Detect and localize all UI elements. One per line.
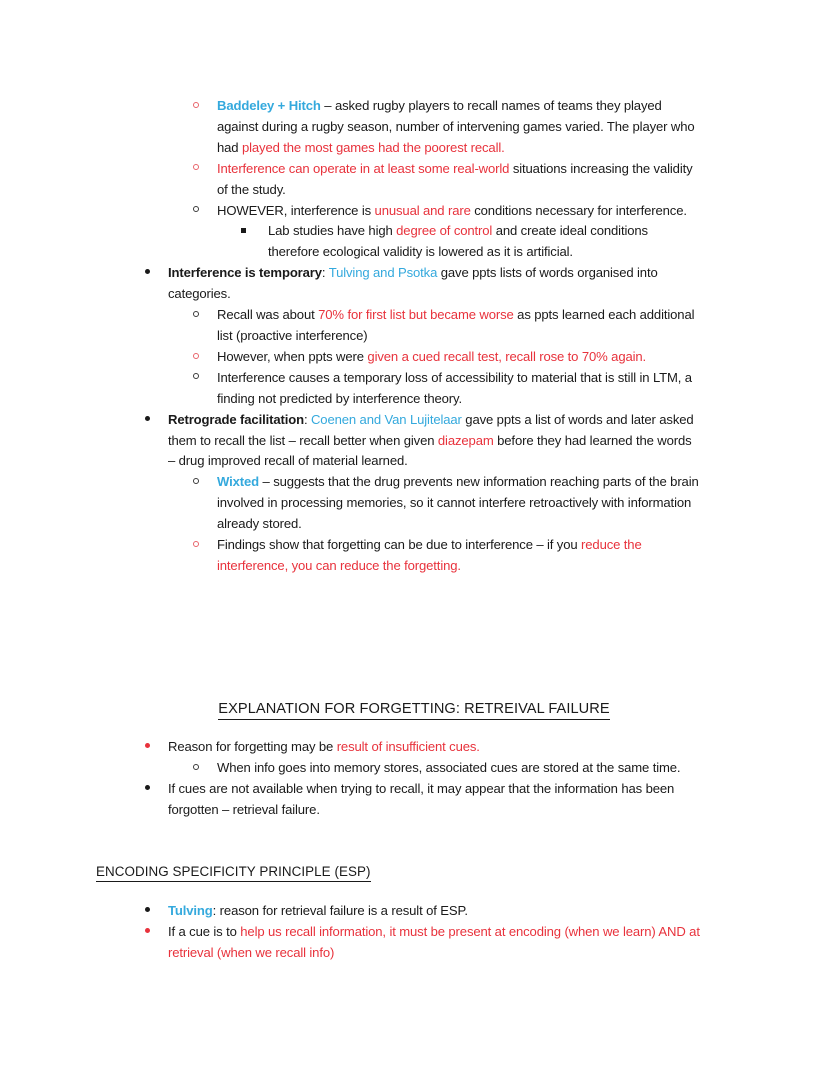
- heading-esp-text: ENCODING SPECIFICITY PRINCIPLE (ESP): [96, 864, 371, 882]
- text-run: Interference is temporary: [168, 265, 322, 281]
- text-run: before they had learned the words – drug improved recall of material learned.: [168, 432, 692, 469]
- bullet-circle-red-icon: [193, 96, 217, 117]
- text-run: Lab studies have high: [268, 223, 397, 239]
- text-run: HOWEVER, interference is: [217, 202, 375, 218]
- text-run: : reason for retrieval failure is a result of ESP.: [212, 903, 468, 918]
- list-item: [144, 410, 700, 473]
- text-run: given a cued recall test, recall rose to 70% again.: [367, 348, 647, 364]
- text-run: gave ppts a list of words and later asked them to recall the list – recall better when given: [168, 411, 694, 448]
- text-run: Baddeley + Hitch: [217, 98, 321, 113]
- list-item: [193, 347, 700, 368]
- text-run: degree of control: [396, 223, 493, 239]
- text-run: diazepam: [437, 432, 494, 448]
- text-run: as ppts learned each additional list (proactive interference): [217, 307, 695, 343]
- bullet-circle-icon: [193, 201, 217, 222]
- text-run: Findings show that forgetting can be due to interference – if you: [217, 537, 582, 553]
- list-item: [240, 221, 700, 263]
- text-run: Interference can operate in at least some real-world: [217, 160, 510, 176]
- text-run: reduce the interference, you can reduce the forgetting.: [217, 537, 642, 573]
- text-run: played the most games had the poorest recall.: [241, 139, 505, 155]
- text-run: situations increasing the validity of the study.: [217, 160, 693, 197]
- heading-retrieval-failure: [0, 699, 828, 719]
- list-item: [193, 758, 700, 779]
- list-item: [144, 779, 700, 821]
- text-run: Retrograde facilitation: [168, 411, 304, 427]
- bullet-circle-red-icon: [193, 159, 217, 180]
- bullet-circle-icon: [193, 305, 217, 326]
- text-run: – suggests that the drug prevents new information reaching parts of the brain involved in processing memories, so it cannot interfere retroactively with information already stored.: [217, 474, 699, 532]
- bullet-circle-icon: [193, 472, 217, 493]
- text-run: 70% for first list but became worse: [318, 307, 514, 323]
- bullet-circle-icon: [193, 758, 217, 779]
- text-run: Tulving: [168, 903, 213, 918]
- list-item: [144, 922, 700, 964]
- text-run: Recall was about: [217, 307, 319, 323]
- text-run: Reason for forgetting may be: [168, 739, 337, 754]
- bullet-circle-red-icon: [193, 347, 217, 368]
- heading-retrieval-failure-text: EXPLANATION FOR FORGETTING: RETREIVAL FAILURE: [218, 701, 609, 720]
- text-run: If a cue is to: [168, 923, 241, 939]
- text-run: unusual and rare: [374, 202, 471, 218]
- text-run: conditions necessary for interference.: [470, 202, 687, 218]
- list-item: [193, 201, 700, 222]
- bullet-disc-red-icon: [144, 922, 168, 943]
- section-retrieval-failure: [0, 737, 700, 821]
- text-run: Coenen and Van Lujitelaar: [310, 411, 462, 427]
- text-run: and create ideal conditions therefore ecological validity is lowered as it is artificial.: [268, 223, 648, 260]
- text-run: If cues are not available when trying to recall, it may appear that the information has been forgotten – retrieval failure.: [168, 780, 675, 817]
- text-run: gave ppts lists of words organised into categories.: [168, 265, 658, 302]
- list-item: [193, 159, 700, 201]
- bullet-disc-icon: [144, 779, 168, 800]
- list-item: [144, 737, 700, 758]
- text-run: result of insufficient cues.: [336, 739, 480, 754]
- list-item: [193, 368, 700, 410]
- list-item: [144, 263, 700, 305]
- bullet-circle-icon: [193, 368, 217, 389]
- bullet-disc-red-icon: [144, 737, 168, 758]
- bullet-circle-red-icon: [193, 535, 217, 556]
- text-run: help us recall information, it must be present at encoding (when we learn) AND at retrieval (when we recall info): [168, 923, 700, 960]
- bullet-disc-icon: [144, 901, 168, 922]
- list-item: [193, 472, 700, 535]
- list-item: [193, 305, 700, 347]
- list-item: [193, 96, 700, 159]
- text-run: – asked rugby players to recall names of teams they played against during a rugby season, number of intervening games varied. The player who had: [217, 98, 695, 155]
- bullet-square-icon: [240, 221, 264, 242]
- text-run: Tulving and Psotka: [328, 265, 438, 281]
- heading-encoding-specificity-principle: [96, 862, 371, 881]
- text-run: :: [321, 265, 329, 281]
- bullet-disc-icon: [144, 263, 168, 284]
- list-item: [144, 901, 700, 922]
- text-run: :: [303, 411, 311, 427]
- list-item: [193, 535, 700, 577]
- text-run: However, when ppts were: [217, 348, 368, 364]
- section-esp: [0, 901, 700, 964]
- bullet-disc-icon: [144, 410, 168, 431]
- section-interference: [0, 96, 700, 577]
- text-run: Wixted: [217, 474, 260, 490]
- text-run: Interference causes a temporary loss of accessibility to material that is still in LTM, a finding not predicted by interference theory.: [217, 369, 692, 406]
- text-run: When info goes into memory stores, associated cues are stored at the same time.: [217, 759, 681, 775]
